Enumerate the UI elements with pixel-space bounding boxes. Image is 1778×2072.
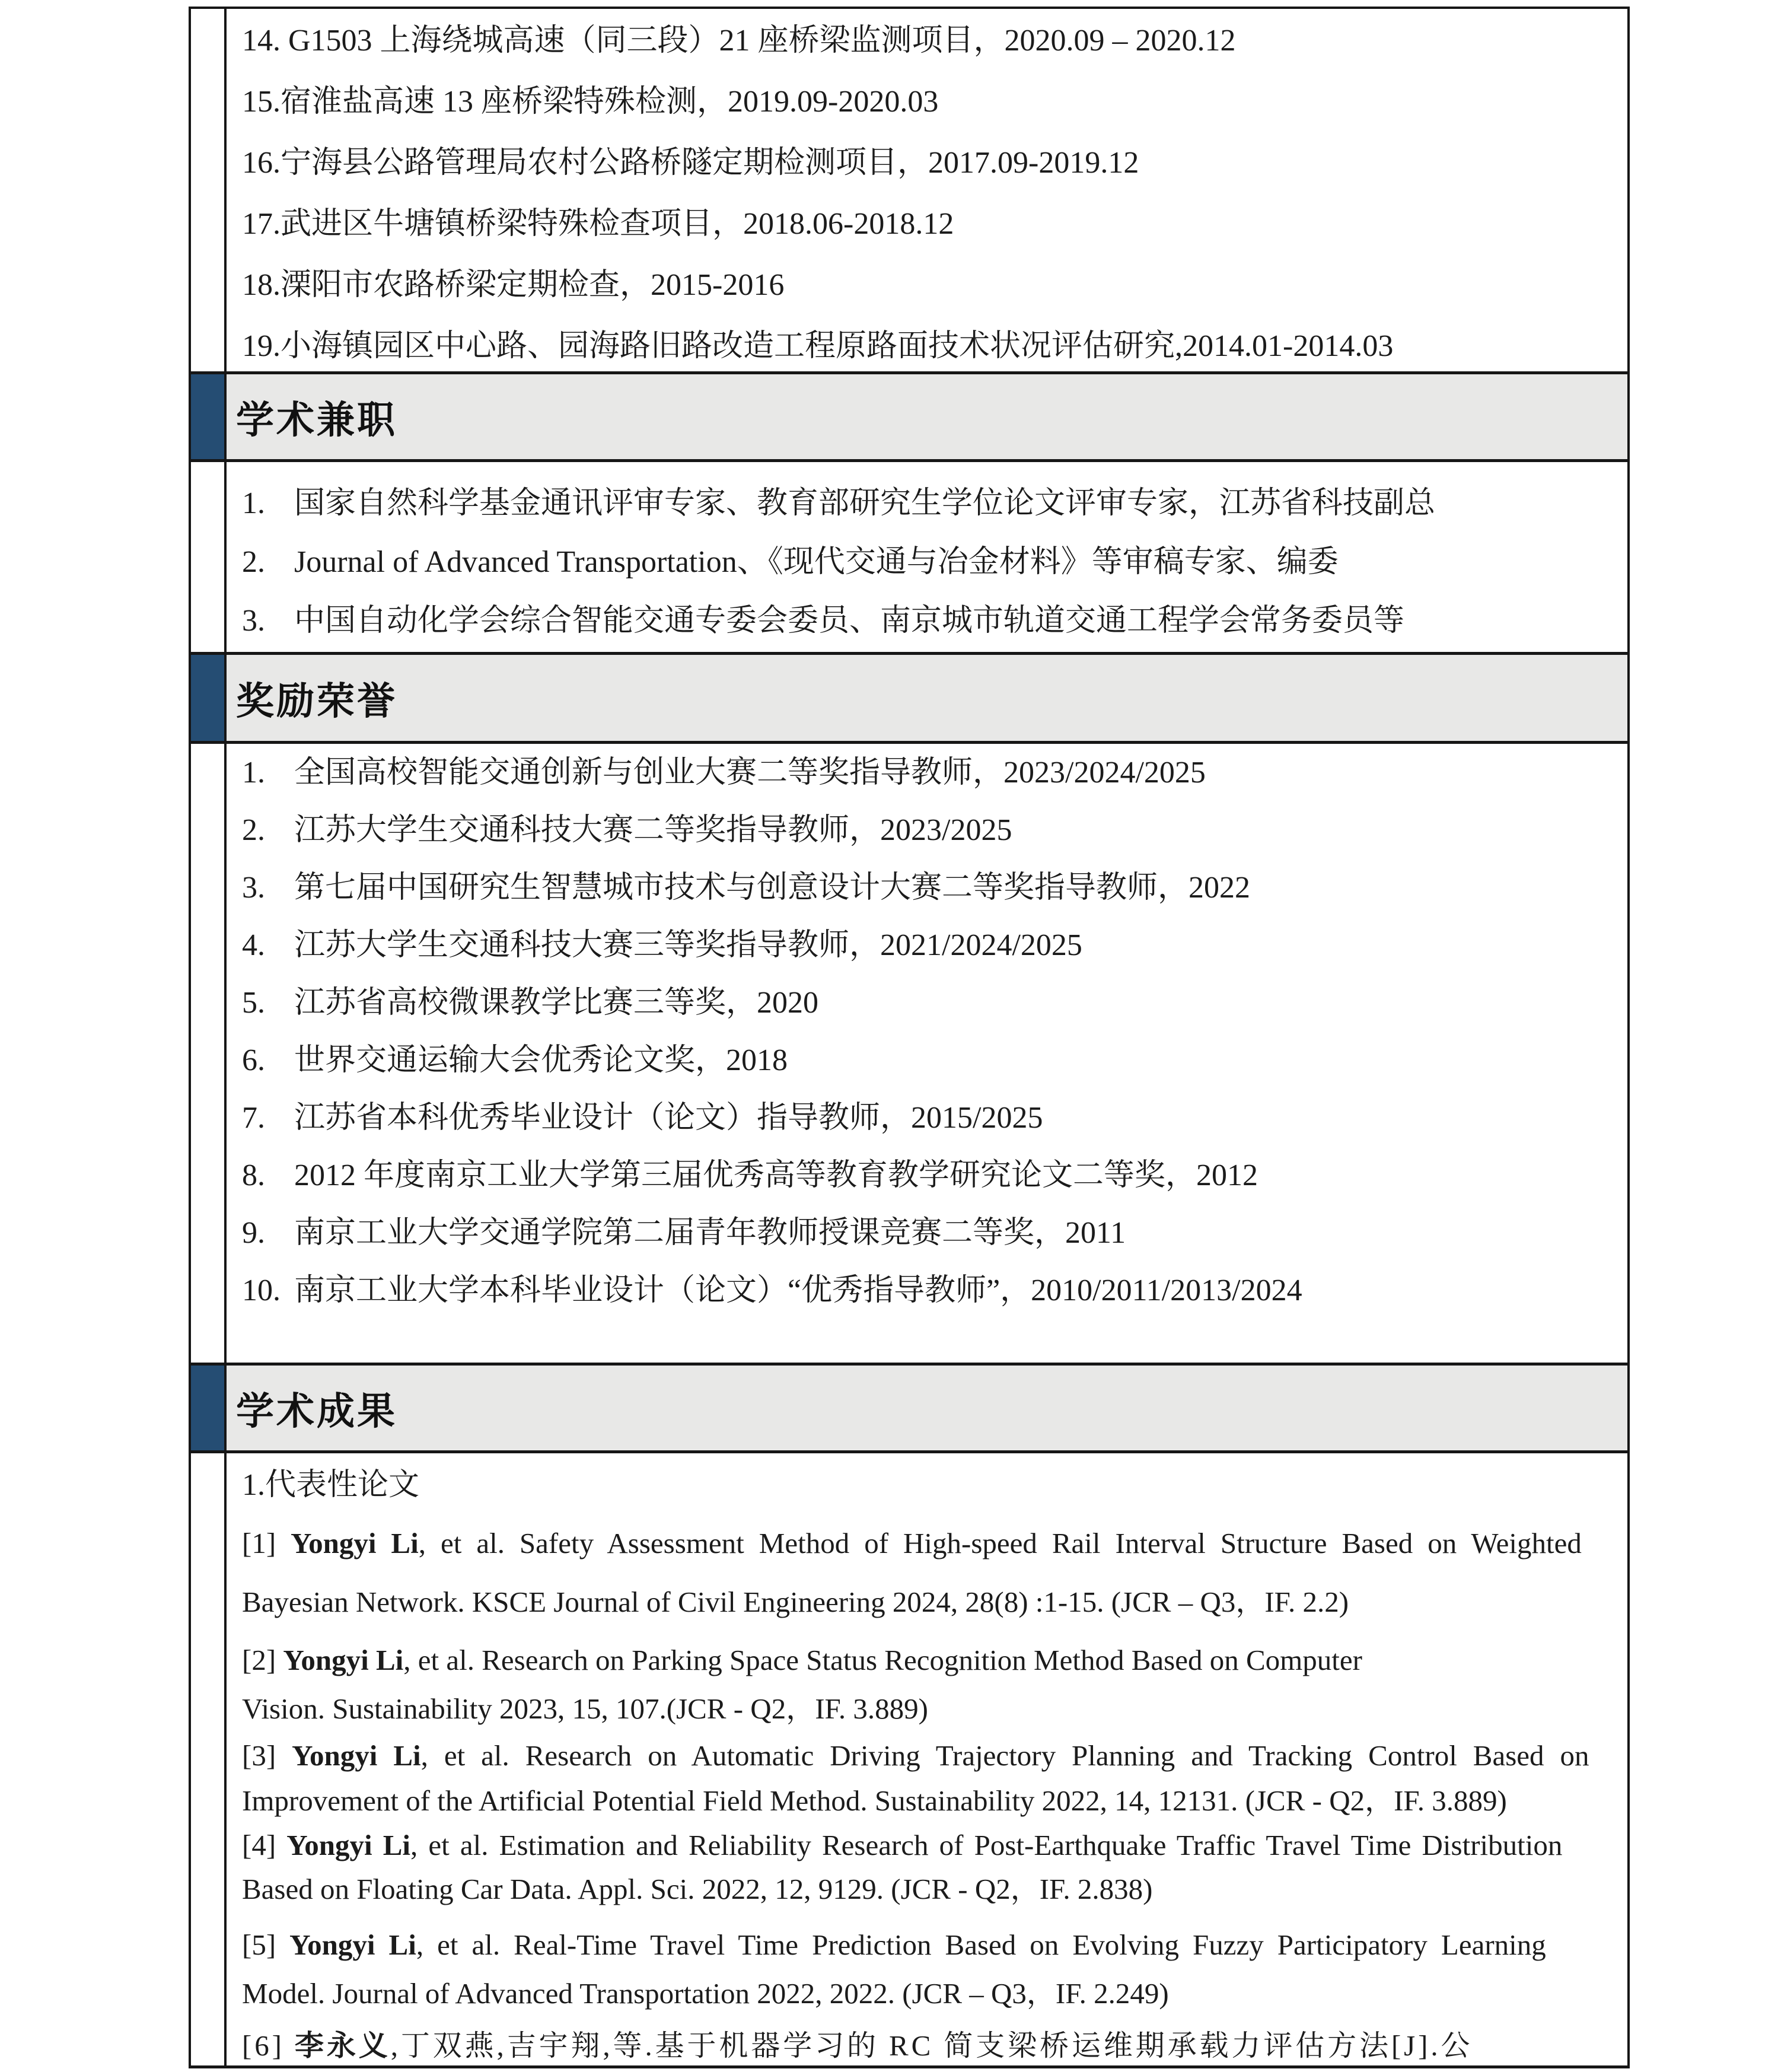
list-item xyxy=(242,801,1617,859)
list-item-text: 江苏大学生交通科技大赛二等奖指导教师，2023/2025 xyxy=(294,813,1012,847)
list-item-text: Journal of Advanced Transportation、《现代交通与冶金材料》等审稿专家、编委 xyxy=(294,545,1339,579)
list-item-number: 2. xyxy=(242,545,265,579)
paper-line2-text: Vision. Sustainability 2023, 15, 107.(JCR - Q2，IF. 3.889) xyxy=(242,1692,928,1725)
gutter-cell xyxy=(189,744,227,1363)
list-item-text: 江苏大学生交通科技大赛三等奖指导教师，2021/2024/2025 xyxy=(294,928,1082,962)
paper-author: Yongyi Li xyxy=(283,1644,404,1676)
list-item-text: 江苏省本科优秀毕业设计（论文）指导教师，2015/2025 xyxy=(294,1101,1043,1135)
list-item xyxy=(242,859,1617,916)
paper-ref-number: [2] xyxy=(242,1644,283,1676)
list-item-number: 1. xyxy=(242,756,265,790)
paper-line1-text: , et al. Safety Assessment Method of High-speed Rail Interval Structure Based on Weighted xyxy=(418,1527,1582,1559)
paper-author: Yongyi Li xyxy=(289,1928,416,1961)
paper-ref-number: [1] xyxy=(242,1527,291,1559)
paper-ref-number: [6] xyxy=(242,2029,295,2062)
project-item: 18.溧阳市农路桥梁定期检查，2015-2016 xyxy=(242,268,785,302)
gutter-cell xyxy=(189,462,227,652)
project-item: 19.小海镇园区中心路、园海路旧路改造工程原路面技术状况评估研究,2014.01-2014.03 xyxy=(242,329,1394,363)
list-item xyxy=(242,1147,1617,1204)
papers-list xyxy=(242,1514,1616,2065)
list-item xyxy=(242,591,1617,650)
project-item: 16.宁海县公路管理局农村公路桥隧定期检测项目，2017.09-2019.12 xyxy=(242,146,1139,180)
section-accent-cell xyxy=(189,374,227,459)
paper-line1-text: , et al. Real-Time Travel Time Prediction Based on Evolving Fuzzy Participatory Learning xyxy=(416,1928,1546,1961)
awards-row xyxy=(189,744,1630,1366)
paper-author: Yongyi Li xyxy=(291,1527,419,1559)
list-item-number: 6. xyxy=(242,1043,265,1077)
list-item-number: 3. xyxy=(242,604,265,638)
list-item-text: 2012 年度南京工业大学第三届优秀高等教育教学研究论文二等奖，2012 xyxy=(294,1158,1258,1192)
paper-author: Yongyi Li xyxy=(286,1829,411,1861)
paper-ref-number: [5] xyxy=(242,1928,290,1961)
academic-service-list xyxy=(227,462,1627,650)
paper-entry xyxy=(242,1514,1616,1631)
paper-author: Yongyi Li xyxy=(292,1739,421,1772)
list-item xyxy=(242,1032,1617,1089)
project-item: 17.武进区牛塘镇桥梁特殊检查项目，2018.06-2018.12 xyxy=(242,207,954,241)
paper-ref-number: [4] xyxy=(242,1829,287,1861)
projects-list xyxy=(227,9,1627,371)
academic-service-row xyxy=(189,462,1630,655)
paper-entry xyxy=(242,1823,1616,1911)
paper-entry xyxy=(242,1921,1616,2018)
awards-list xyxy=(227,744,1627,1319)
paper-entry xyxy=(242,1636,1616,1733)
list-item xyxy=(242,744,1617,801)
paper-line1-text: , et al. Research on Parking Space Status Recognition Method Based on Computer xyxy=(403,1644,1362,1676)
paper-line2-text: Bayesian Network. KSCE Journal of Civil Engineering 2024, 28(8) :1-15. (JCR – Q3，IF. 2.2) xyxy=(242,1586,1349,1618)
list-item-number: 7. xyxy=(242,1101,265,1135)
section-title-awards: 奖励荣誉 xyxy=(236,679,397,723)
list-item-text: 全国高校智能交通创新与创业大赛二等奖指导教师，2023/2024/2025 xyxy=(294,756,1206,790)
list-item xyxy=(242,533,1617,591)
paper-ref-number: [3] xyxy=(242,1739,292,1772)
list-item-text: 江苏省高校微课教学比赛三等奖，2020 xyxy=(294,986,819,1020)
list-item-number: 5. xyxy=(242,986,265,1020)
paper-line1-text: , et al. Estimation and Reliability Research of Post-Earthquake Traffic Travel Time Distribution xyxy=(410,1829,1563,1861)
paper-line1-text: ,丁双燕,吉宇翔,等.基于机器学习的 RC 简支梁桥运维期承载力评估方法[J].公 xyxy=(390,2029,1473,2062)
paper-line1-text: , et al. Research on Automatic Driving Trajectory Planning and Tracking Control Based on xyxy=(420,1739,1589,1772)
projects-continued-row xyxy=(189,9,1630,374)
list-item-number: 3. xyxy=(242,871,265,905)
list-item xyxy=(242,1262,1617,1319)
list-item-number: 10. xyxy=(242,1274,281,1307)
paper-author: 李永义 xyxy=(295,2030,391,2062)
list-item-number: 8. xyxy=(242,1158,265,1192)
list-item-text: 南京工业大学交通学院第二届青年教师授课竞赛二等奖，2011 xyxy=(294,1216,1126,1250)
section-accent-cell xyxy=(189,1366,227,1450)
paper-line2-text: Model. Journal of Advanced Transportation 2022, 2022. (JCR – Q3，IF. 2.249) xyxy=(242,1977,1169,2010)
list-item xyxy=(242,1204,1617,1262)
project-item: 15.宿淮盐高速 13 座桥梁特殊检测，2019.09-2020.03 xyxy=(242,85,939,119)
list-item-number: 1. xyxy=(242,486,265,520)
papers-row xyxy=(189,1453,1630,2068)
list-item xyxy=(242,916,1617,974)
section-title-academic-service: 学术兼职 xyxy=(236,398,397,441)
section-header-awards xyxy=(189,655,1630,744)
list-item-number: 9. xyxy=(242,1216,265,1250)
section-accent-cell xyxy=(189,655,227,741)
project-item: 14. G1503 上海绕城高速（同三段）21 座桥梁监测项目，2020.09 – 2020.12 xyxy=(242,24,1236,58)
list-item xyxy=(242,1089,1617,1147)
gutter-cell xyxy=(189,1453,227,2065)
section-header-academic-service xyxy=(189,374,1630,462)
list-item-text: 南京工业大学本科毕业设计（论文）“优秀指导教师”，2010/2011/2013/2024 xyxy=(294,1274,1302,1307)
list-item xyxy=(242,974,1617,1032)
list-item-number: 4. xyxy=(242,928,265,962)
list-item-text: 中国自动化学会综合智能交通专委会委员、南京城市轨道交通工程学会常务委员等 xyxy=(294,604,1405,638)
section-header-achievements xyxy=(189,1366,1630,1453)
list-item-text: 世界交通运输大会优秀论文奖，2018 xyxy=(294,1043,788,1077)
list-item-text: 国家自然科学基金通讯评审专家、教育部研究生学位论文评审专家，江苏省科技副总 xyxy=(294,486,1436,520)
list-item-number: 2. xyxy=(242,813,265,847)
paper-line2-text: Based on Floating Car Data. Appl. Sci. 2022, 12, 9129. (JCR - Q2，IF. 2.838) xyxy=(242,1873,1153,1905)
paper-entry xyxy=(242,2023,1616,2065)
list-item xyxy=(242,474,1617,533)
cv-table xyxy=(189,7,1630,2068)
gutter-cell xyxy=(189,9,227,371)
paper-entry xyxy=(242,1733,1616,1823)
paper-line2-text: Improvement of the Artificial Potential Field Method. Sustainability 2022, 14, 12131. (JCR - Q2，IF. 3.889) xyxy=(242,1784,1507,1817)
papers-subsection-title: 1.代表性论文 xyxy=(242,1468,420,1502)
section-title-achievements: 学术成果 xyxy=(236,1389,397,1433)
list-item-text: 第七届中国研究生智慧城市技术与创意设计大赛二等奖指导教师，2022 xyxy=(294,871,1251,905)
